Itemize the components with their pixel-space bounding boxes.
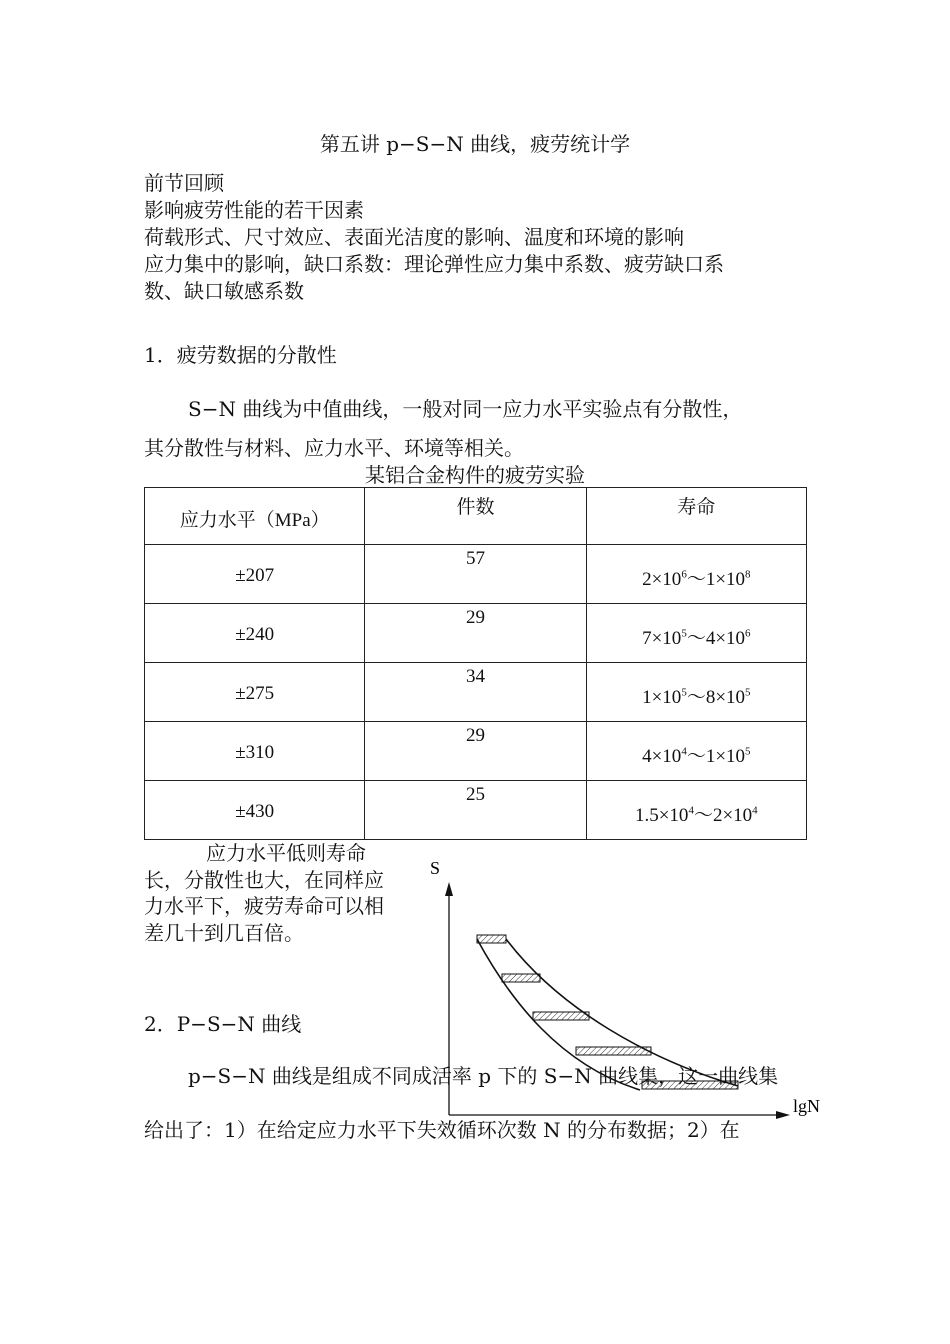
cell-life: $1\times 10^5\sim 8\times 10^5$ [586, 663, 806, 722]
section-heading: 2．P−S−N 曲线 [144, 1012, 302, 1036]
review-line: 影响疲劳性能的若干因素 [144, 198, 364, 222]
header-stress-level: 应力水平（MPa） [145, 488, 365, 545]
table-row [145, 781, 807, 840]
paragraph-line: 其分散性与材料、应力水平、环境等相关。 [144, 436, 524, 460]
y-axis-arrow-icon [445, 882, 453, 896]
paragraph-line: S−N 曲线为中值曲线，一般对同一应力水平实验点有分散性， [188, 397, 743, 421]
table-row [145, 722, 807, 781]
cell-life: $2\times 10^6\sim 1\times 10^8$ [586, 545, 806, 604]
paragraph-line: 给出了：1）在给定应力水平下失效循环次数 N 的分布数据；2）在 [144, 1118, 740, 1142]
cell-stress: ±275 [145, 663, 365, 722]
cell-count: 29 [365, 722, 586, 781]
cell-life: $7\times 10^5\sim 4\times 10^6$ [586, 604, 806, 663]
header-life: 寿命 [586, 488, 806, 545]
review-heading: 前节回顾 [144, 171, 224, 195]
section-heading: 1．疲劳数据的分散性 [144, 343, 337, 367]
scatter-band [533, 1012, 589, 1020]
cell-stress: ±240 [145, 604, 365, 663]
y-axis-label: S [430, 858, 441, 878]
cell-count: 29 [365, 604, 586, 663]
x-axis-label: lgN [793, 1096, 820, 1116]
cell-stress: ±310 [145, 722, 365, 781]
table-caption: 某铝合金构件的疲劳实验 [365, 463, 585, 487]
fatigue-data-table [144, 487, 807, 840]
header-count: 件数 [365, 488, 586, 545]
cell-life: $4\times 10^4\sim 1\times 10^5$ [586, 722, 806, 781]
review-line: 荷载形式、尺寸效应、表面光洁度的影响、温度和环境的影响 [144, 225, 684, 249]
paragraph-line: p−S−N 曲线是组成不同成活率 p 下的 S−N 曲线集，这一曲线集 [188, 1064, 779, 1088]
cell-stress: ±430 [145, 781, 365, 840]
table-row [145, 663, 807, 722]
x-axis-arrow-icon [776, 1111, 790, 1119]
cell-count: 57 [365, 545, 586, 604]
cell-life: $1.5\times 10^4\sim 2\times 10^4$ [586, 781, 806, 840]
review-line: 应力集中的影响，缺口系数：理论弹性应力集中系数、疲劳缺口系 [144, 252, 724, 276]
table-row [145, 604, 807, 663]
cell-count: 25 [365, 781, 586, 840]
table-header-row [145, 488, 807, 545]
scatter-band [576, 1047, 651, 1055]
scatter-note: 应力水平低则寿命长，分散性也大，在同样应力水平下，疲劳寿命可以相差几十到几百倍。 [144, 841, 384, 945]
scatter-band [502, 974, 540, 982]
cell-stress: ±207 [145, 545, 365, 604]
cell-count: 34 [365, 663, 586, 722]
table-row [145, 545, 807, 604]
review-line: 数、缺口敏感系数 [144, 279, 304, 303]
page-title: 第五讲 p−S−N 曲线，疲劳统计学 [319, 132, 631, 156]
scatter-band [477, 935, 506, 943]
